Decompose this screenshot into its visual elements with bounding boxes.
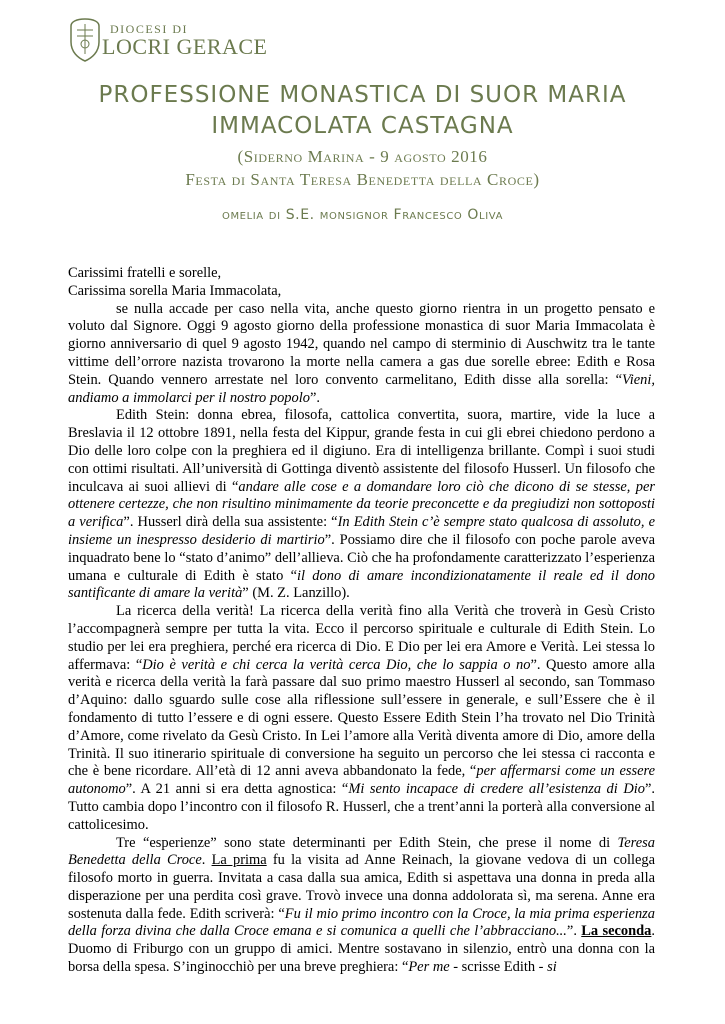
p3-quote-3: Mi sento incapace di credere all’esistenza di Dio: [348, 781, 645, 798]
p2-text-b: ”. Husserl dirà della sua assistente: “: [123, 514, 338, 531]
p4-religious-name: Teresa Benedetta della Croce: [68, 834, 655, 869]
p2-quote-3: il dono di amare incondizionatamente il reale ed il dono santificante di amare la verità: [68, 567, 655, 602]
p4-text-f: - scrisse Edith -: [449, 959, 548, 976]
p1-quote: Vieni, andiamo a immolarci per il nostro popolo: [68, 371, 655, 406]
p3-text-a: La ricerca della verità! La ricerca della verità fino alla Verità che troverà in Gesù Cristo l’accompagnerà sempre per tutta la vita. Ecco il percorso spirituale e culturale di Edith Stein. Lo studio per lei era preghiera, perché era ricerca di Dio. E Dio per lei era Amore e Verità. Lei stessa lo affermava: “: [68, 603, 655, 673]
p4-second-label: La seconda: [581, 923, 652, 940]
page-title-line2: IMMACOLATA CASTAGNA: [211, 113, 514, 139]
p4-text-c: fu la visita ad Anne Reinach, la giovane vedova di un collega filosofo morto in guerra. Invitata a casa dalla sua amica, Edith si aspettava una donna in preda alla disperazione per una perdita così grave. Trovò invece una donna addolorata sì, ma serena. Anne era sostenuta dalla fede. Edith scriverà: “: [68, 852, 655, 922]
paragraph-2: [68, 407, 655, 603]
homily-author: omelia di S.E. monsignor Francesco Oliva: [221, 207, 504, 223]
p3-quote-2: per affermarsi come un essere autonomo: [68, 763, 655, 798]
subtitle-line1: (Siderno Marina - 9 agosto 2016: [237, 147, 488, 166]
p2-quote-2: In Edith Stein c’è sempre stato qualcosa di assoluto, e insieme un inespresso desiderio di martirio: [68, 514, 655, 548]
p3-quote-1: Dio è verità e chi cerca la verità cerca Dio, che lo sappia o no: [142, 656, 531, 673]
subtitle-line2: Festa di Santa Teresa Benedetta della Croce): [185, 170, 540, 189]
page-title-line1: PROFESSIONE MONASTICA DI SUOR MARIA: [98, 82, 627, 108]
coat-of-arms-icon: [68, 16, 102, 62]
p2-text-d: ” (M. Z. Lanzillo).: [242, 585, 350, 602]
p4-text-b: .: [201, 852, 212, 869]
p4-text-a: Tre “esperienze” sono state determinanti per Edith Stein, che prese il nome di: [116, 834, 618, 851]
p4-quote-2: Per me: [408, 959, 450, 976]
logo-diocese-name: LOCRI GERACE: [102, 34, 268, 59]
p1-text: se nulla accade per caso nella vita, anche questo giorno rientra in un progetto pensato e voluto dal Signore. Oggi 9 agosto giorno della professione monastica di suor Maria Immacolata è giorno anniversario di quel 9 agosto 1942, quando nel campo di sterminio di Auschwitz tra le tante vittime dell’orrore nazista trovarono la morte nella camera a gas due sorelle ebree: Edith e Rosa Stein. Quando vennero arrestate nel loro convento carmelitano, Edith disse alla sorella: “: [68, 300, 655, 388]
p2-quote-1: andare alle cose e a domandare loro ciò che dicono di se stesse, per ottenere certezze, che non risultino minimamente da teorie preconcette e da pregiudizi non sottoposti a verifica: [68, 478, 655, 531]
paragraph-4: [68, 835, 655, 977]
greeting-line1: Carissimi fratelli e sorelle,: [68, 265, 222, 281]
p2-text-a: Edith Stein: donna ebrea, filosofa, cattolica convertita, suora, martire, vide la luce a Breslavia il 12 ottobre 1891, nella festa del Kippur, grande festa in cui gli ebrei chiedono perdono a Dio delle loro colpe con la preghiera ed il digiuno. Era di intelligenza brillante. Compì i suoi studi con ottimi risultati. All’università di Gottinga diventò assistente del filosofo Husserl. Un filosofo che inculcava ai suoi allievi di “: [68, 407, 655, 495]
p4-quote-3: si: [547, 959, 557, 976]
p3-text-c: ”. A 21 anni si era detta agnostica: “: [125, 781, 349, 798]
p3-text-b: ”. Questo amore alla verità e ricerca della verità la farà passare dal suo primo maestro Husserl al secondo, san Tommaso d’Aquino: dallo sguardo sulle cose alla riflessione sull’essere in generale, e sull’Essere che è il fondamento di tutto l’essere e di ogni essere. Questo Essere Edith Stein l’ha trovato nel Dio Trinità d’Amore, come rivelato da Gesù Cristo. In Lei l’amore alla Verità diventa amore di Dio, amore della Trinità. Il suo itinerario spirituale di conversione ha seguito un percorso che lei stessa ci racconta e che è bene ricordare. All’età di 12 anni aveva abbandonato la fede, “: [68, 656, 655, 780]
p4-text-e: . Duomo di Friburgo con un gruppo di amici. Mentre sostavano in silenzio, entrò una donna con la borsa della spesa. S’inginocchiò per una breve preghiera: “: [68, 923, 655, 976]
p4-text-d: ”.: [566, 923, 582, 940]
logo-diocese-label: DIOCESI DI: [110, 22, 188, 36]
p2-text-c: ”. Possiamo dire che il filosofo con poche parole aveva inquadrato bene lo “stato d’animo” dell’allieva. Ciò che ha profondamente caratterizzato l’esperienza umana e culturale di Edith è stato “: [68, 531, 655, 584]
paragraph-3: [68, 603, 655, 834]
p1-end: ”.: [309, 389, 320, 406]
homily-text: [68, 265, 655, 977]
diocese-logo: [68, 16, 268, 64]
p3-text-d: ”. Tutto cambia dopo l’incontro con il filosofo R. Husserl, che a trent’anni la porterà alla conversione al cattolicesimo.: [68, 781, 656, 833]
p4-first-label: La prima: [211, 852, 267, 869]
paragraph-1: [68, 301, 655, 408]
greeting-line2: Carissima sorella Maria Immacolata,: [68, 282, 282, 299]
p4-quote-1: Fu il mio primo incontro con la Croce, la mia prima esperienza della forza divina che dalla Croce emana e si comunica a quelli che l’abbracciano...: [68, 905, 655, 940]
